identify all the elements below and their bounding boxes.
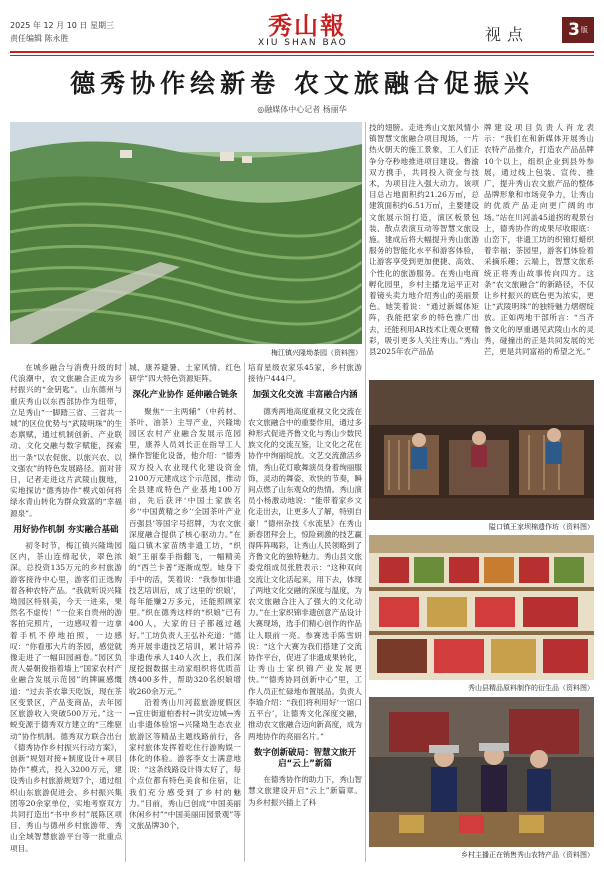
photo-caption: 隘口镇王家坝棉遗作坊（资料图）	[489, 523, 594, 531]
photo-caption: 秀山县精品原料制作的衍生品（资料图）	[468, 684, 594, 692]
subhead-culture: 加强文化交流 丰富融合内涵	[252, 390, 358, 401]
column-divider	[125, 362, 126, 862]
header-rule-thin	[10, 55, 594, 56]
photo-caption: 乡村主播正在销售秀山农特产品（资料图）	[461, 851, 594, 859]
article-column-5	[484, 122, 594, 377]
body-paragraph: 在德秀协作的助力下，秀山智慧文旅建设开启“云上”新篇章。为乡村振兴插上了科	[248, 775, 362, 807]
subhead-digital: 数字创新破局：智慧文旅开启“云上”新篇	[253, 747, 356, 769]
tea-terrace-photo	[10, 122, 362, 344]
livestream-photo	[369, 697, 594, 847]
column-divider	[365, 122, 366, 862]
article-column-1	[10, 362, 122, 862]
body-paragraph: 沿着秀山川河蓝旅游度假区→宜庄街道柏香村→洪安边城→秀山非遗体验馆→兴隆坳生态农业旅游区等精品主题线路前行，各家村旅体发挥着吃住行游购娱一体化的体验。游客李女士满意地说：“这条线路设计得太好了，每个点位都有特色美食和住宿，让我们充分感受到了乡村的魅力。”目前，秀山已创成“中国美丽休闲乡村”“中国美丽田园景观”等文旅品牌30个，	[129, 697, 241, 831]
paper-logo: 秀山報	[268, 11, 346, 40]
product-display-photo	[369, 535, 594, 680]
article-column-2	[129, 362, 241, 862]
body-paragraph: 聚焦“一主两辅”（中药材、茶叶、油茶）主导产业，兴隆坳园区农村产业融合发展示范园里，康养人员刘长正在指导工人操作智能化设备，他介绍：“德秀双方投入农业现代化建设资金2100万元建成这个示范园，推动全县建成特色产业基地100万亩，先后获评‘中国土家族名乡’‘中国黄精之乡’‘全国茶叶产业百强县’等国字号招牌，为农文旅深度融合提供了核心驱动力。”在隘口镇木家苗绣非遗工坊，“织娘”王丽泰手指翻飞，一幅精美的“西兰卡普”逐渐成型。她身下手中的活，笑着说：“我参加非遗技艺培训后，成了这里的‘织娘’，每年能赚2万多元，还能照顾家里。”织在德秀这样的“织娘”已有400人，大家的日子都越过越好。”工坊负责人王弘补充道：“德秀开展非遗技艺培训，累计培养非遗传承人140人次上，我们深度挖掘数据主动家组织将优质苗绣400多件，帮助320名织娘增收260余万元。”	[129, 406, 241, 696]
article-byline: ◎融媒体中心记者 杨丽华	[257, 105, 347, 114]
subhead-industry: 深化产业协作 延伸融合链条	[132, 390, 238, 401]
body-paragraph: 城、康养避暑、土家风情、红色研学”四大特色资源矩阵。	[129, 363, 241, 384]
paper-pinyin: XIU SHAN BAO	[258, 38, 348, 48]
body-paragraph: 德秀两地高度重视文化交流在农文旅融合中的重要作用，通过多种形式促进齐鲁文化与秀山少数民族文化的交流互鉴，让文化之花在协作中绚丽绽放。文艺交流激活乡情，秀山花灯歌舞演员身着绚丽服饰，灵动的舞姿、欢快的节奏，瞬间点燃了山东观众的热情。秀山演员小杨激动地说：“能带着家乡文化走出去，让更多人了解，特别自豪！”德州杂技《水流星》在秀山新春团拜会上，惊险刺激的技艺赢得阵阵喝彩，让秀山人民领略到了齐鲁文化的独特魅力。秀山县文旅委党组成员张胜表示：“这种双向交流让文化活起来，用下去，体现了两地文化交融的深度与温度，为农文旅融合注入了强大的文化动力。”在土家织锦非遗创意产品设计大赛现场，选手们精心创作的作品让人眼前一亮。参赛选手陈雪妍说：“这个大赛为我们搭建了交流协作平台，促进了非遗成果转化，让秀山土家织锦产业发展更快。”“德秀协同创新中心”里，工作人员正忙碌地布置展品。负责人李瑜介绍：“我们将利用好‘一馆口五平台’，让德秀文化深度交融，推动农文旅融合迈向新高度，成为两地协作的亮丽名片。”	[248, 406, 362, 741]
article-column-4	[369, 122, 479, 377]
body-paragraph: 初冬时节，梅江镇兴隆坳园区内，茶山连绵起伏，翠色浓深。总投资135万元的乡村旅游游客接待中心里，游客们正选购着各种农特产品。“我就听说兴隆坳园区特别美，今天一进来，果然名不虚传！”一位来自贵州的游客拍完照片，一边感叹着一边拿着手机不停地拍照，一边感叹：“你看那大片的茶园，感觉就像走进了一幅田园画卷。”园区负责人晏朝俊指着墙上“国家农村产业融合发展示范园”的牌匾感慨道：“过去茶农靠天吃饭，现在茶区变景区，产品变商品，去年园区旅游收入突破500万元。”这一蜕变源于德秀双方建立的“三维驱动”协作机制。德秀双方联合出台《德秀协作乡村振兴行动方案》，创新“规划对接+制度设计+项目协作”模式，投入3200万元，建设秀山乡村旅游规划7个，通过组织山东旅游促进会、乡村振兴集团等20余家单位，实地考察双方共同打造出“书中乡村”展陈区项目、秀山与德州乡村旅游带、秀山全域智慧旅游平台等一批重点项目。	[10, 541, 122, 853]
body-paragraph: 技的翅膀。走进秀山文旅风情小镇智慧文旅融合项目现场，一片热火朝天的施工景象，工人们正争分夺秒地推进项目建设。鲁渝双方携手，共同投入资金与技术，为项目注入强大动力。该项目总占地面积约21.26万㎡，总建筑面积约6.51万㎡，主要建设文旅展示馆打造，演区板景包装、散点表演互动等智慧文旅设施。建成后将大幅提升秀山旅游服务的智能化水平和游客体验，让游客享受到更加便捷、高效、个性化的旅游服务。在秀山电商孵化园里，乡村主播龙运平正对着镜头卖力地介绍秀山的美丽景色。她笑着说：“通过新媒体矩阵，我能把家乡的特色推广出去，还能利用AR技术让观众更精彩，吸引更多人关注秀山。”秀山县2025年农产品品	[369, 123, 479, 357]
lead-paragraph: 在城乡融合与消费升级的时代浪潮中，农文旅融合正成为乡村振兴的“金钥匙”。山东德州与重庆秀山以东西部协作为纽带，立足秀山“一脚踏三省、三省共一城”的区位优势与“武陵明珠”的生态禀赋，通过机制创新、产业联动、文化交融与数字赋能，探索出一条“以农促旅、以旅兴农、以文强农”的特色发展路径。面对昔日，记者走进这片武陵山腹地，实地探访“德秀协作”模式如何将绿水青山转化为群众致富的“幸福源泉”。	[10, 363, 122, 518]
header-rule	[10, 51, 594, 53]
responsible-editor: 责任编辑 陈永胜	[10, 34, 69, 43]
issue-date: 2025 年 12 月 10 日 星期三	[10, 21, 114, 30]
column-divider	[244, 362, 245, 862]
photo-caption: 梅江镇兴隆坳茶园（资料图）	[271, 349, 362, 357]
article-column-3	[248, 362, 362, 862]
article-headline: 德秀协作绘新卷 农文旅融合促振兴	[70, 69, 534, 98]
page-suffix: 版	[580, 26, 588, 34]
subhead-collaboration: 用好协作机制 夯实融合基础	[13, 524, 119, 535]
body-paragraph: 培育星级农家乐45家，乡村旅游接待户444户。	[248, 363, 362, 384]
weaving-workshop-photo	[369, 380, 594, 520]
page-number: 3	[568, 20, 580, 40]
section-name: 视点	[485, 25, 530, 44]
body-paragraph: 牌建设项目负责人肖龙表示：“我们在和新媒体开展秀山农特产品推介，打造农产品品牌10个以上，组织企业到县外参展，通过线上包装、宣传、推广，提升秀山农文旅产品的整体品牌形象和市场竞争力，让秀山的优质产品走向更广阔的市场。”站在川河盖45道拐的观景台上，德秀协作的成果尽收眼底：山峦下，非遗工坊的织锦灯蜡织着幸福；茶园里，游客们体验着采摘乐趣；云端上，智慧文旅系统正将秀山故事传向四方。这条“农文旅融合”的新路径，不仅让乡村振兴的底色更为浓实，更让“武陵明珠”的独特魅力熠熠绽放。正如两地干部所言：“当齐鲁文化的厚重遇见武陵山水的灵秀，碰撞出的正是共同发展的光芒，更是共同富裕的希望之光。”	[484, 123, 594, 357]
page-badge	[562, 17, 594, 43]
